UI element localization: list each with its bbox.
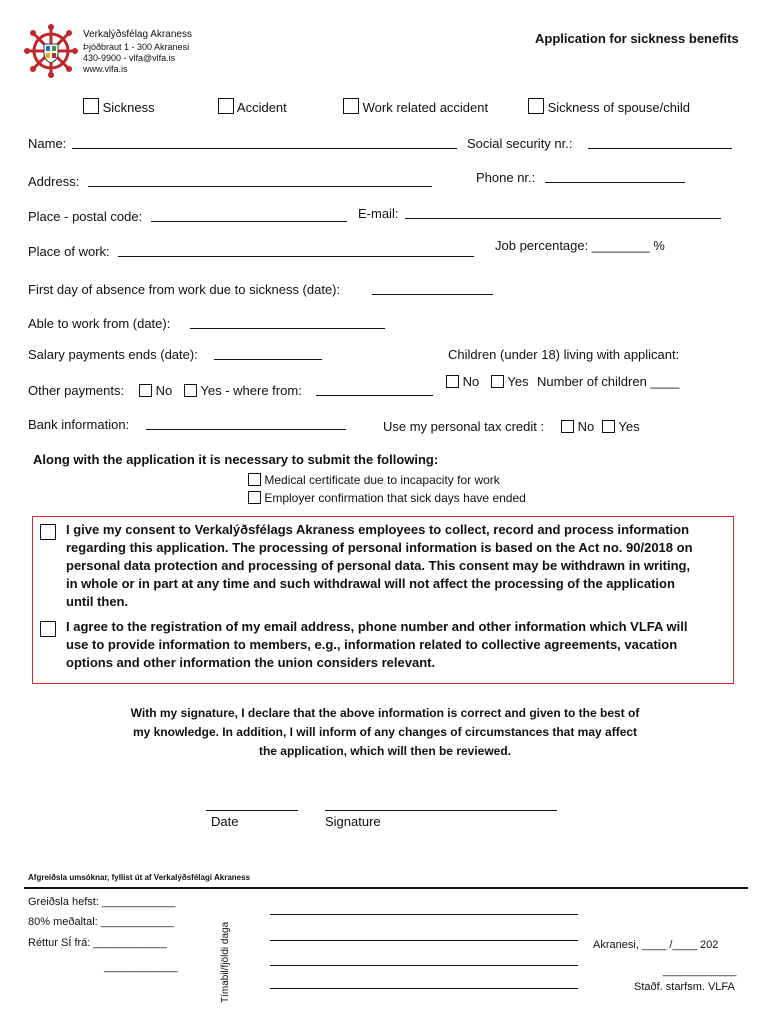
children-no-option[interactable]: No (446, 374, 479, 389)
checkbox[interactable] (248, 473, 261, 486)
checkbox[interactable] (248, 491, 261, 504)
form-title: Application for sickness benefits (535, 31, 739, 46)
org-contact: 430-9900 - vlfa@vlfa.is (83, 53, 176, 63)
signature-input[interactable] (325, 810, 557, 811)
staff-signature-field[interactable]: ____________ (663, 965, 737, 977)
address-input[interactable] (88, 186, 432, 187)
postal-input[interactable] (151, 221, 347, 222)
checkbox[interactable] (602, 420, 615, 433)
salary-ends-input[interactable] (214, 359, 322, 360)
benefit-option-accident[interactable]: Accident (218, 98, 287, 115)
payment-start-field[interactable]: Greiðsla hefst: ____________ (28, 896, 176, 908)
benefit-option-sickness[interactable]: Sickness (83, 98, 155, 115)
email-label: E-mail: (358, 206, 399, 221)
attachment-medical-certificate[interactable]: Medical certificate due to incapacity for work (248, 473, 500, 487)
phone-input[interactable] (545, 182, 685, 183)
first-day-absence-input[interactable] (372, 294, 493, 295)
org-name: Verkalýðsfélag Akraness (83, 29, 192, 40)
akranes-date-field[interactable]: Akranesi, ____ /____ 202 (593, 939, 719, 951)
org-website: www.vlfa.is (83, 64, 128, 74)
tax-credit-label: Use my personal tax credit : (383, 419, 545, 434)
consent-data-processing-checkbox[interactable] (40, 524, 56, 540)
checkbox[interactable] (218, 98, 234, 114)
email-input[interactable] (405, 218, 721, 219)
bank-info-label: Bank information: (28, 417, 130, 432)
office-divider (24, 887, 748, 889)
number-of-children-field[interactable]: Number of children ____ (537, 374, 680, 389)
consent-registration-text: I agree to the registration of my email address, phone number and other information which VLFA will use to provide information to members, e.g., information related to collective agreements, vacation options and other information the union considers relevant. (66, 619, 688, 670)
checkbox[interactable] (561, 420, 574, 433)
name-label: Name: (28, 136, 67, 151)
checkbox[interactable] (491, 375, 504, 388)
attachment-employer-confirmation[interactable]: Employer confirmation that sick days have ended (248, 491, 526, 505)
ssn-input[interactable] (588, 148, 732, 149)
benefit-option-spouse-child[interactable]: Sickness of spouse/child (528, 98, 690, 115)
address-label: Address: (28, 174, 80, 189)
attachments-heading: Along with the application it is necessary to submit the following: (33, 452, 439, 467)
staff-confirmation-label: Staðf. starfsm. VLFA (634, 981, 735, 993)
period-line-2[interactable] (270, 940, 578, 941)
checkbox[interactable] (446, 375, 459, 388)
first-day-absence-label: First day of absence from work due to sickness (date): (28, 282, 341, 297)
tax-credit-yes-option[interactable]: Yes (602, 419, 640, 434)
date-input[interactable] (206, 810, 298, 811)
children-yes-option[interactable]: Yes (491, 374, 529, 389)
bank-info-input[interactable] (146, 429, 346, 430)
other-payments-no-option[interactable]: No (139, 383, 172, 398)
right-from-field[interactable]: Réttur SÍ frá: ____________ (28, 937, 167, 949)
checkbox[interactable] (184, 384, 197, 397)
consent-data-processing-text: I give my consent to Verkalýðsfélags Akraness employees to collect, record and process information regarding this application. The processing of personal information is based on the Act no. 90/2018 on personal data protection and processing of personal data. This consent may be withdrawn in writing, in whole or in part at any time and such withdrawal will not affect the processing of the application until then. (66, 522, 693, 609)
tax-credit-no-option[interactable]: No (561, 419, 594, 434)
children-label: Children (under 18) living with applicant: (448, 347, 680, 362)
period-line-1[interactable] (270, 914, 578, 915)
salary-ends-label: Salary payments ends (date): (28, 347, 198, 362)
name-input[interactable] (72, 148, 457, 149)
checkbox[interactable] (83, 98, 99, 114)
checkbox[interactable] (343, 98, 359, 114)
blank-field[interactable]: ____________ (104, 961, 178, 973)
signature-label: Signature (325, 814, 381, 829)
ssn-label: Social security nr.: (467, 136, 573, 151)
job-percentage-field[interactable]: Job percentage: ________ % (495, 238, 665, 253)
union-wheel-logo-icon (24, 24, 78, 78)
other-payments-yes-option[interactable]: Yes - where from: (184, 383, 302, 398)
workplace-label: Place of work: (28, 244, 110, 259)
other-payments-source-input[interactable] (316, 395, 433, 396)
postal-label: Place - postal code: (28, 209, 143, 224)
date-label: Date (211, 814, 239, 829)
checkbox[interactable] (139, 384, 152, 397)
checkbox[interactable] (528, 98, 544, 114)
able-to-work-label: Able to work from (date): (28, 316, 171, 331)
office-heading: Afgreiðsla umsóknar, fyllist út af Verkalýðsfélagi Akraness (28, 873, 251, 882)
other-payments-label: Other payments: (28, 383, 125, 398)
declaration-text: With my signature, I declare that the above information is correct and given to the best of my knowledge. In addition, I will inform of any changes of circumstances that may affect the application, which will then be reviewed. (130, 706, 640, 758)
period-line-4[interactable] (270, 988, 578, 989)
period-line-3[interactable] (270, 965, 578, 966)
benefit-option-work-accident[interactable]: Work related accident (343, 98, 488, 115)
consent-registration-checkbox[interactable] (40, 621, 56, 637)
average-field[interactable]: 80% meðaltal: ____________ (28, 916, 175, 928)
org-address: Þjóðbraut 1 - 300 Akranesi (83, 42, 190, 52)
able-to-work-input[interactable] (190, 328, 385, 329)
workplace-input[interactable] (118, 256, 474, 257)
phone-label: Phone nr.: (476, 170, 536, 185)
period-days-vertical-label: Tímabil/fjöldi daga (220, 921, 231, 1003)
